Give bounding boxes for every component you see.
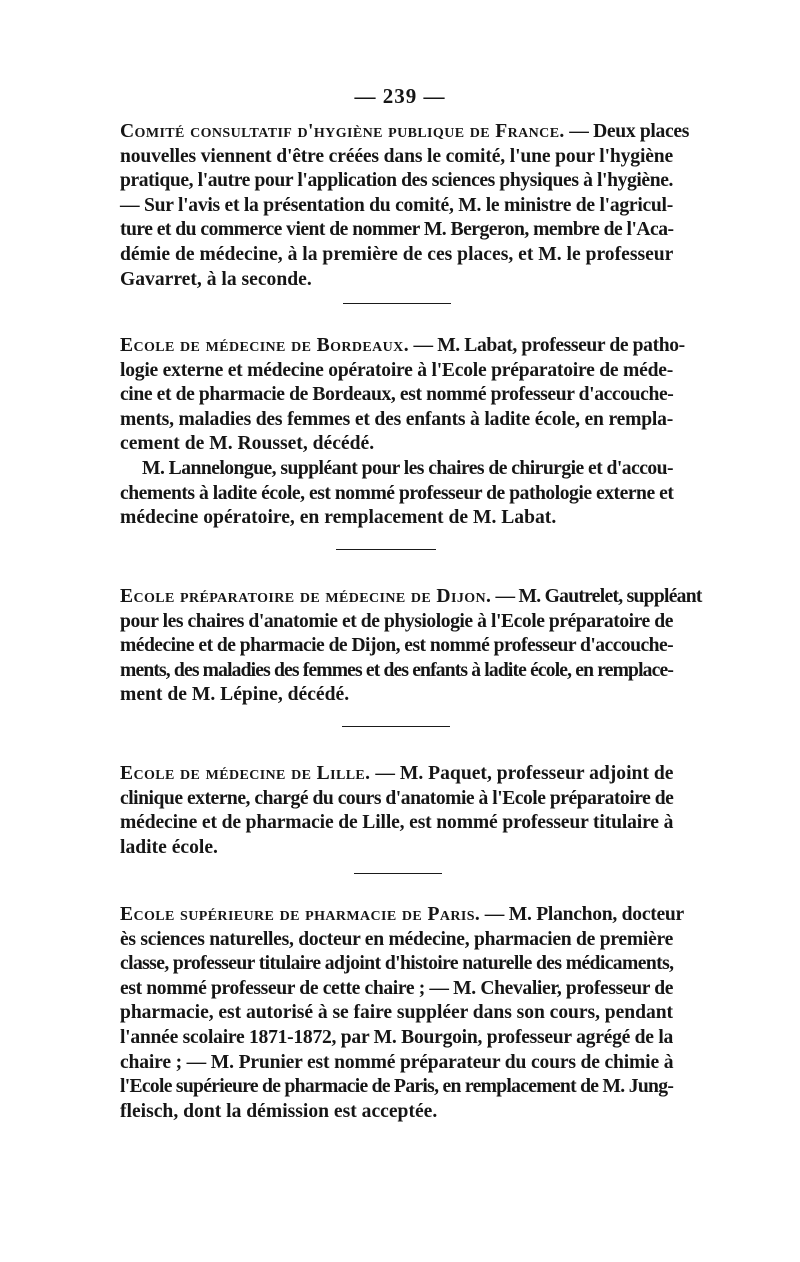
entry-text-line: clinique externe, chargé du cours d'anatomie à l'Ecole préparatoire de bbox=[120, 787, 674, 809]
entry-text-line: chaire ; — M. Prunier est nommé préparateur du cours de chimie à bbox=[120, 1051, 674, 1073]
entry-text-line: démie de médecine, à la première de ces places, et M. le professeur bbox=[120, 243, 674, 265]
entry-heading: Ecole de médecine de Bordeaux. bbox=[120, 335, 409, 356]
entry-text-line: ments, maladies des femmes et des enfants à ladite école, en rempla- bbox=[120, 408, 674, 430]
entry-first-line bbox=[120, 585, 702, 610]
entry-text-line: est nommé professeur de cette chaire ; — M. Chevalier, professeur de bbox=[120, 977, 674, 999]
entry-text-line: — Deux places bbox=[564, 121, 689, 142]
entry-text-line: classe, professeur titulaire adjoint d'histoire naturelle des médicaments, bbox=[120, 953, 674, 975]
entry-text-line: médecine opératoire, en remplacement de M. Labat. bbox=[120, 507, 557, 529]
entry-text-line: ès sciences naturelles, docteur en médecine, pharmacien de première bbox=[120, 928, 674, 950]
entry-text-line: l'année scolaire 1871-1872, par M. Bourgoin, professeur agrégé de la bbox=[120, 1026, 674, 1048]
entry-text-line: nouvelles viennent d'être créées dans le comité, l'une pour l'hygiène bbox=[120, 145, 674, 167]
announcement-ecole-pharmacie-paris bbox=[120, 903, 684, 1124]
entry-text-line: — M. Paquet, professeur adjoint de bbox=[370, 763, 674, 784]
entry-first-line bbox=[120, 334, 685, 359]
announcement-ecole-lille bbox=[120, 762, 673, 860]
announcement-comite-hygiene bbox=[120, 120, 689, 292]
entry-text-line: médecine et de pharmacie de Lille, est nommé professeur titulaire à bbox=[120, 812, 674, 834]
entry-text-line: ments, des maladies des femmes et des enfants à ladite école, en remplace- bbox=[120, 659, 673, 681]
entry-heading: Ecole préparatoire de médecine de Dijon. bbox=[120, 586, 492, 607]
entry-text-line: — Sur l'avis et la présentation du comité, M. le ministre de l'agricul- bbox=[120, 194, 673, 216]
page-number: — 239 — bbox=[354, 84, 446, 108]
section-divider bbox=[336, 549, 436, 550]
entry-heading: Ecole de médecine de Lille. bbox=[120, 763, 371, 784]
entry-text-line: ladite école. bbox=[120, 836, 218, 858]
announcement-ecole-dijon bbox=[120, 585, 702, 708]
entry-text-line: cement de M. Rousset, décédé. bbox=[120, 433, 375, 455]
entry-text-line: l'Ecole supérieure de pharmacie de Paris, en remplacement de M. Jung- bbox=[120, 1076, 674, 1098]
entry-text-line: chements à ladite école, est nommé professeur de pathologie externe et bbox=[120, 482, 674, 504]
entry-text-line: ture et du commerce vient de nommer M. Bergeron, membre de l'Aca- bbox=[120, 219, 674, 241]
entry-text-line: pratique, l'autre pour l'application des sciences physiques à l'hygiène. bbox=[120, 170, 673, 192]
section-divider bbox=[354, 873, 442, 874]
entry-text-line: M. Lannelongue, suppléant pour les chaires de chirurgie et d'accou- bbox=[142, 457, 673, 479]
entry-text-line: ment de M. Lépine, décédé. bbox=[120, 684, 350, 706]
section-divider bbox=[343, 303, 451, 304]
entry-heading: Comité consultatif d'hygiène publique de France. bbox=[120, 121, 565, 142]
entry-text-line: cine et de pharmacie de Bordeaux, est nommé professeur d'accouche- bbox=[120, 384, 674, 406]
entry-text-line: — M. Gautrelet, suppléant bbox=[491, 586, 702, 607]
entry-text-line: Gavarret, à la seconde. bbox=[120, 268, 312, 290]
entry-text-line: pharmacie, est autorisé à se faire suppléer dans son cours, pendant bbox=[120, 1002, 673, 1024]
entry-first-line bbox=[120, 762, 673, 787]
announcement-ecole-bordeaux bbox=[120, 334, 685, 531]
entry-first-line bbox=[120, 120, 689, 145]
entry-text-line: — M. Labat, professeur de patho- bbox=[409, 335, 685, 356]
section-divider bbox=[342, 726, 450, 727]
entry-first-line bbox=[120, 903, 684, 928]
entry-text-line: pour les chaires d'anatomie et de physiologie à l'Ecole préparatoire de bbox=[120, 610, 673, 632]
entry-text-line: — M. Planchon, docteur bbox=[480, 904, 684, 925]
entry-text-line: médecine et de pharmacie de Dijon, est nommé professeur d'accouche- bbox=[120, 635, 674, 657]
entry-text-line: fleisch, dont la démission est acceptée. bbox=[120, 1100, 438, 1122]
entry-heading: Ecole supérieure de pharmacie de Paris. bbox=[120, 904, 481, 925]
entry-text-line: logie externe et médecine opératoire à l'Ecole préparatoire de méde- bbox=[120, 359, 673, 381]
